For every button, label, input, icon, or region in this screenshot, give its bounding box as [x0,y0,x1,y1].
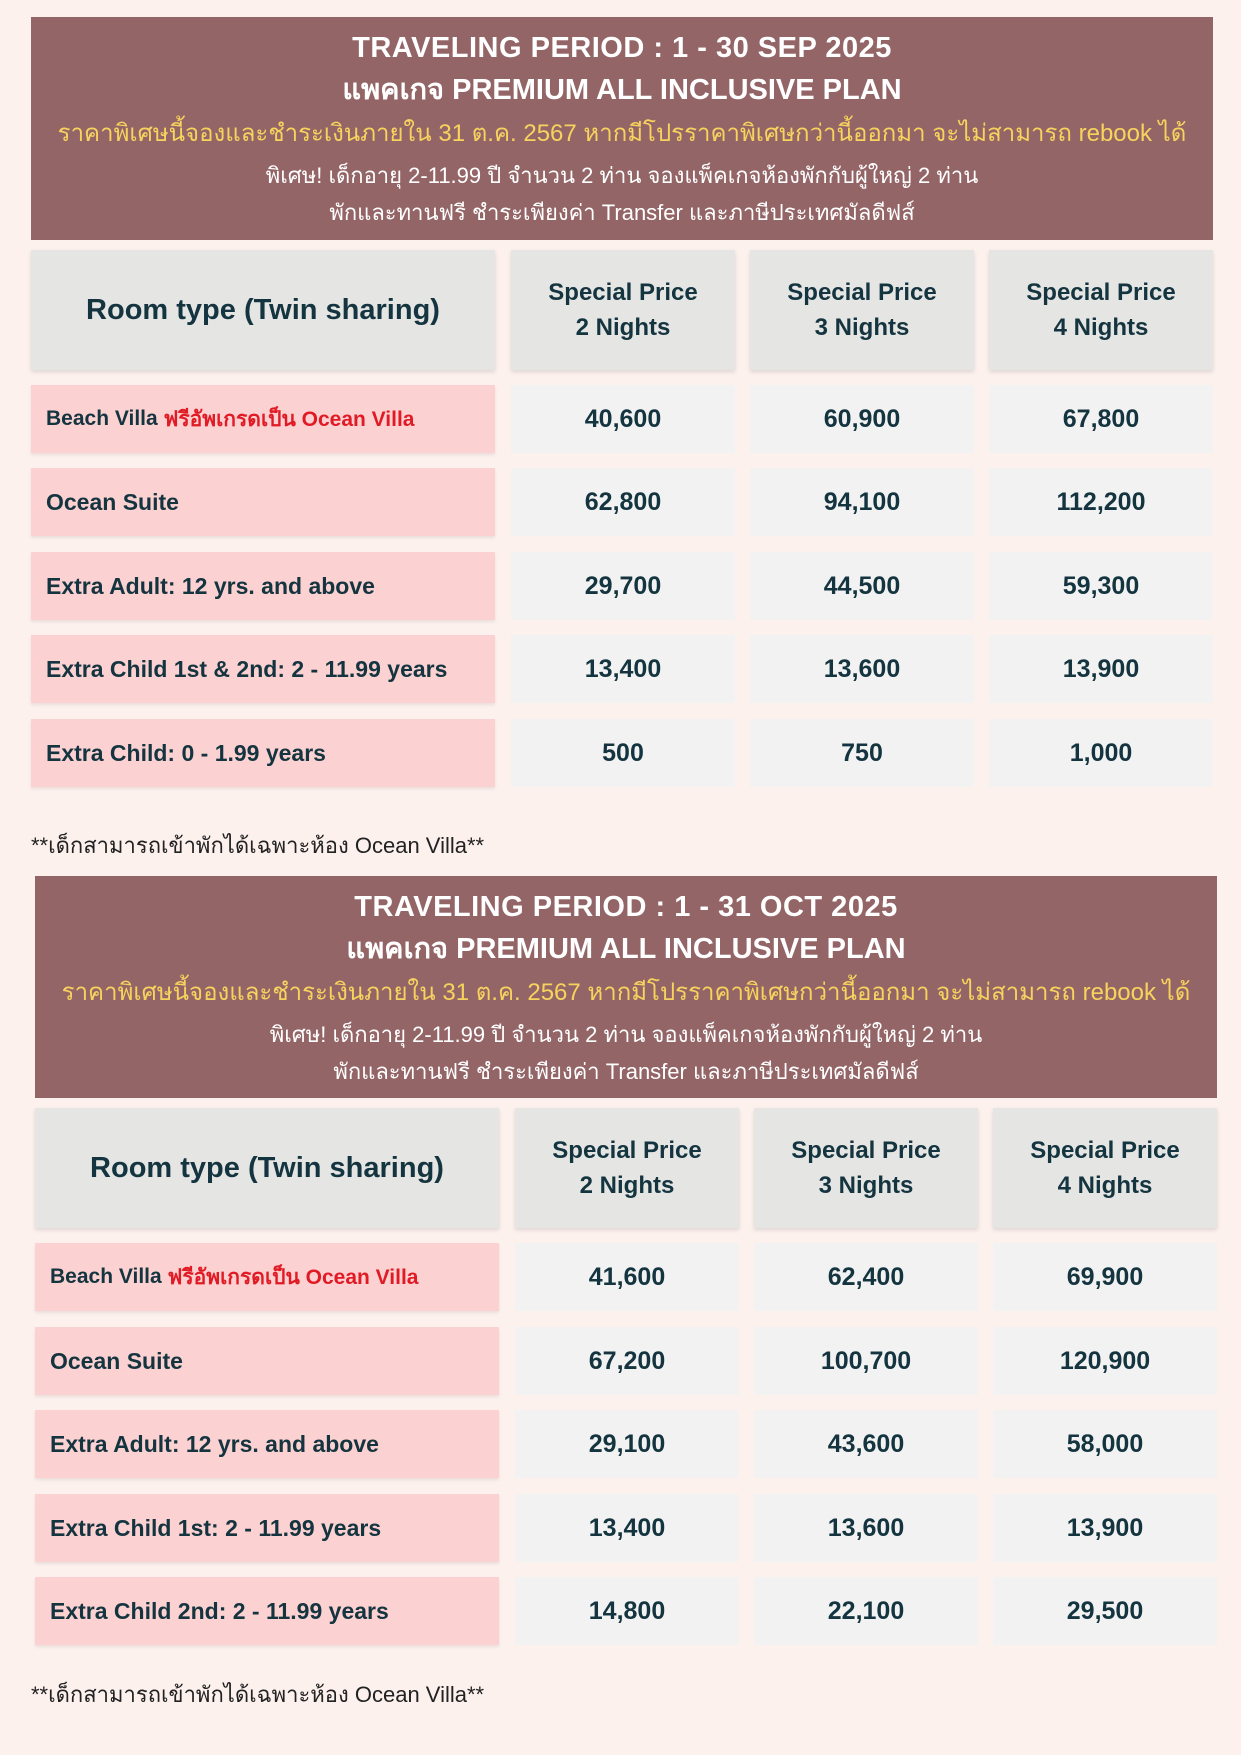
price-header-2-nights: Special Price 2 Nights [511,250,735,370]
price-header-3-nights: Special Price 3 Nights [754,1108,978,1228]
section-banner [31,17,1213,240]
row-label-extra-adult: Extra Adult: 12 yrs. and above [31,552,495,620]
special-offer-line1: พิเศษ! เด็กอายุ 2-11.99 ปี จำนวน 2 ท่าน จองแพ็คเกจห้องพักกับผู้ใหญ่ 2 ท่าน [265,163,979,188]
price-cell: 60,900 [750,385,974,453]
row-label-beach-villa: Beach Villa ฟรีอัพเกรดเป็น Ocean Villa [35,1243,499,1311]
footnote: **เด็กสามารถเข้าพักได้เฉพาะห้อง Ocean Villa** [31,1682,485,1707]
upgrade-note: ฟรีอัพเกรดเป็น Ocean Villa [163,407,415,431]
price-cell: 13,400 [511,635,735,703]
special-offer-line2: พักและทานฟรี ชำระเพียงค่า Transfer และภาษีประเทศมัลดีฟส์ [329,200,915,225]
price-cell: 58,000 [993,1410,1217,1478]
price-cell: 13,600 [750,635,974,703]
price-cell: 29,700 [511,552,735,620]
price-header-2-nights: Special Price 2 Nights [515,1108,739,1228]
price-cell: 41,600 [515,1243,739,1311]
row-label-ocean-suite: Ocean Suite [31,468,495,536]
plan-title: แพคเกจ PREMIUM ALL INCLUSIVE PLAN [342,74,902,106]
price-section-oct [31,876,1217,1707]
price-cell: 67,200 [515,1327,739,1395]
row-label-extra-child-infant: Extra Child: 0 - 1.99 years [31,719,495,787]
price-cell: 112,200 [989,468,1213,536]
row-label-extra-child: Extra Child 1st & 2nd: 2 - 11.99 years [31,635,495,703]
row-label-beach-villa: Beach Villa ฟรีอัพเกรดเป็น Ocean Villa [31,385,495,453]
price-cell: 1,000 [989,719,1213,787]
row-label-ocean-suite: Ocean Suite [35,1327,499,1395]
plan-title: แพคเกจ PREMIUM ALL INCLUSIVE PLAN [346,933,906,965]
special-offer-line2: พักและทานฟรี ชำระเพียงค่า Transfer และภาษีประเทศมัลดีฟส์ [333,1059,919,1084]
price-cell: 67,800 [989,385,1213,453]
price-section-sep [31,17,1213,858]
price-cell: 14,800 [515,1577,739,1645]
price-cell: 13,400 [515,1494,739,1562]
price-cell: 29,100 [515,1410,739,1478]
price-cell: 62,800 [511,468,735,536]
price-cell: 69,900 [993,1243,1217,1311]
booking-note: ราคาพิเศษนี้จองและชำระเงินภายใน 31 ต.ค. 2567 หากมีโปรราคาพิเศษกว่านี้ออกมา จะไม่สามารถ rebook ได้ [61,979,1191,1006]
price-cell: 500 [511,719,735,787]
price-cell: 750 [750,719,974,787]
traveling-period-title: TRAVELING PERIOD : 1 - 30 SEP 2025 [352,32,892,64]
price-cell: 43,600 [754,1410,978,1478]
row-label-extra-adult: Extra Adult: 12 yrs. and above [35,1410,499,1478]
price-cell: 29,500 [993,1577,1217,1645]
footnote: **เด็กสามารถเข้าพักได้เฉพาะห้อง Ocean Villa** [31,833,485,858]
price-cell: 44,500 [750,552,974,620]
price-cell: 13,600 [754,1494,978,1562]
price-header-4-nights: Special Price 4 Nights [989,250,1213,370]
price-cell: 100,700 [754,1327,978,1395]
price-cell: 22,100 [754,1577,978,1645]
price-cell: 120,900 [993,1327,1217,1395]
price-cell: 40,600 [511,385,735,453]
room-type-header: Room type (Twin sharing) [31,250,495,370]
traveling-period-title: TRAVELING PERIOD : 1 - 31 OCT 2025 [354,891,898,923]
upgrade-note: ฟรีอัพเกรดเป็น Ocean Villa [167,1265,419,1289]
price-cell: 94,100 [750,468,974,536]
row-label-extra-child-1st: Extra Child 1st: 2 - 11.99 years [35,1494,499,1562]
booking-note: ราคาพิเศษนี้จองและชำระเงินภายใน 31 ต.ค. 2567 หากมีโปรราคาพิเศษกว่านี้ออกมา จะไม่สามารถ rebook ได้ [57,120,1187,147]
price-cell: 13,900 [993,1494,1217,1562]
price-cell: 59,300 [989,552,1213,620]
section-banner [35,876,1217,1098]
special-offer-line1: พิเศษ! เด็กอายุ 2-11.99 ปี จำนวน 2 ท่าน จองแพ็คเกจห้องพักกับผู้ใหญ่ 2 ท่าน [269,1022,983,1047]
room-type-header: Room type (Twin sharing) [35,1108,499,1228]
price-cell: 13,900 [989,635,1213,703]
row-label-extra-child-2nd: Extra Child 2nd: 2 - 11.99 years [35,1577,499,1645]
price-header-3-nights: Special Price 3 Nights [750,250,974,370]
price-header-4-nights: Special Price 4 Nights [993,1108,1217,1228]
price-cell: 62,400 [754,1243,978,1311]
